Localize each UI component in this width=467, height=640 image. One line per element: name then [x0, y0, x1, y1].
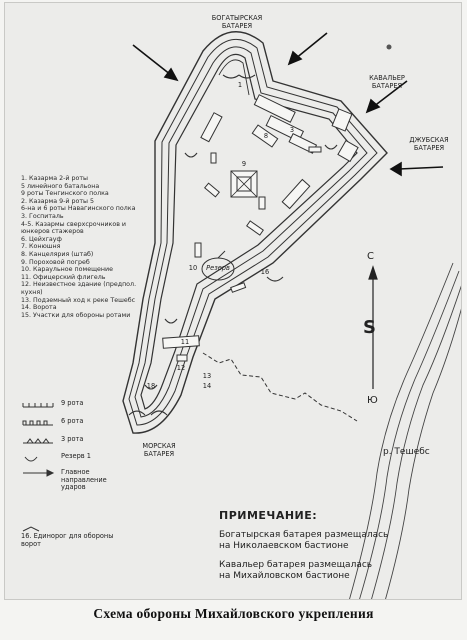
- scheme-frame: [4, 2, 462, 600]
- building-10: [195, 243, 201, 257]
- kavaler-block: [338, 141, 358, 162]
- arc-left: [185, 153, 197, 157]
- legend-list: [21, 175, 141, 319]
- building-small-d: [309, 147, 321, 152]
- building-7: [247, 221, 264, 235]
- legend-item: 11. Офицерский флигель: [21, 273, 106, 281]
- key-9: [23, 403, 53, 407]
- note-line-3: Кавальер батарея размещалась: [219, 560, 373, 570]
- legend-item: 4-5. Казармы сверхсрочников и юнкеров стажеров: [21, 220, 127, 236]
- label-river: р. Тешебс: [383, 447, 430, 457]
- legend-item: 7. Конюшня: [21, 243, 61, 251]
- key-label-reserve: Резерв 1: [61, 452, 91, 460]
- legend-item: 3. Госпиталь: [21, 212, 64, 220]
- legend-item: 6. Цейхгауф: [21, 235, 62, 243]
- legend-item: 2. Казарма 9-й роты 5: [21, 197, 95, 205]
- wall-2: [129, 39, 377, 425]
- building-1: [201, 113, 222, 142]
- key-direction: [23, 470, 53, 476]
- note-line-4: на Михайловском бастионе: [219, 571, 350, 581]
- key-label-unicorn: 16. Единорог для обороны ворот: [21, 532, 114, 548]
- arc-bottom-1: [129, 411, 145, 415]
- legend-item: 13. Подземный ход к реке Тешебс: [21, 296, 136, 304]
- note-title: ПРИМЕЧАНИЕ:: [219, 509, 318, 522]
- figure-caption: Схема обороны Михайловского укрепления: [93, 606, 374, 621]
- label-reserve-circle: Резерв: [206, 264, 230, 272]
- attack-arrows: [133, 33, 443, 175]
- num-11: 11: [180, 338, 190, 346]
- num-18: 18: [146, 382, 156, 390]
- underground-passage: [203, 353, 357, 421]
- legend-item: 9. Пороховой погреб: [21, 258, 90, 266]
- ink-spot: [387, 45, 392, 50]
- arc-top-left: [223, 75, 239, 78]
- compass-s: S: [363, 317, 376, 338]
- note-line-1: Богатырская батарея размещалась: [219, 530, 389, 540]
- num-8: 8: [263, 132, 269, 140]
- legend-item: 10. Караульное помещение: [21, 266, 113, 274]
- arrow-4: [391, 163, 443, 175]
- key-unicorn: [23, 527, 39, 531]
- key-label-direction: Главное направление ударов: [61, 468, 107, 491]
- legend-item: 8. Канцелярия (штаб): [21, 250, 94, 258]
- fortress-walls: [123, 32, 387, 433]
- key-6: [23, 421, 53, 425]
- key-label-3: 3 рота: [61, 435, 84, 443]
- num-9: 9: [241, 160, 247, 168]
- key-reserve: [25, 457, 37, 461]
- num-13: 13: [202, 372, 212, 380]
- key-label-6: 6 рота: [61, 417, 84, 425]
- note-block: [219, 509, 459, 582]
- key-label-9: 9 рота: [61, 399, 84, 407]
- building-small-a: [211, 153, 216, 163]
- arrow-1: [133, 45, 177, 80]
- num-12: 12: [176, 364, 186, 372]
- num-1: 1: [237, 81, 243, 89]
- arc-17: [165, 319, 177, 323]
- arc-16: [267, 277, 283, 281]
- legend-item: 6-на и 6 роты Навагинского полка: [21, 205, 136, 213]
- arc-right: [325, 145, 337, 149]
- legend-item: 5 линейного батальона: [21, 182, 100, 190]
- wall-3: [135, 47, 367, 417]
- building-5: [282, 180, 310, 209]
- key-symbols: [23, 403, 53, 531]
- note-line-2: на Николаевском бастионе: [219, 541, 349, 551]
- num-3: 3: [289, 126, 295, 134]
- legend-item: 12. Неизвестное здание (предпол. кухня): [21, 281, 137, 296]
- legend-item: 15. Участки для обороны ротами: [21, 311, 131, 319]
- key-3: [23, 439, 53, 443]
- gate-block: [332, 109, 352, 131]
- label-bogatyr-battery: БОГАТЫРСКАЯ БАТАРЕЯ: [211, 14, 263, 30]
- wall-outer: [123, 32, 387, 433]
- legend-item: 14. Ворота: [21, 304, 57, 312]
- legend-item: 1. Казарма 2-й роты: [21, 175, 89, 182]
- arrow-2: [289, 33, 327, 64]
- legend-item: 9 роты Тенгинского полка: [21, 190, 109, 198]
- num-14: 14: [202, 382, 212, 390]
- compass-north: С: [367, 251, 374, 262]
- building-12: [177, 355, 187, 361]
- building-6: [205, 183, 220, 197]
- label-dzhubskaya-battery: ДЖУБСКАЯ БАТАРЕЯ: [409, 136, 449, 152]
- label-morskaya-battery: МОРСКАЯ БАТАРЕЯ: [142, 442, 176, 458]
- label-kavaler-battery: КАВАЛЬЕР БАТАРЕЯ: [369, 74, 405, 90]
- arc-top-right: [239, 75, 255, 78]
- compass-south: Ю: [367, 395, 378, 406]
- building-small-c: [259, 197, 265, 209]
- num-10: 10: [188, 264, 198, 272]
- num-16: 16: [260, 268, 270, 276]
